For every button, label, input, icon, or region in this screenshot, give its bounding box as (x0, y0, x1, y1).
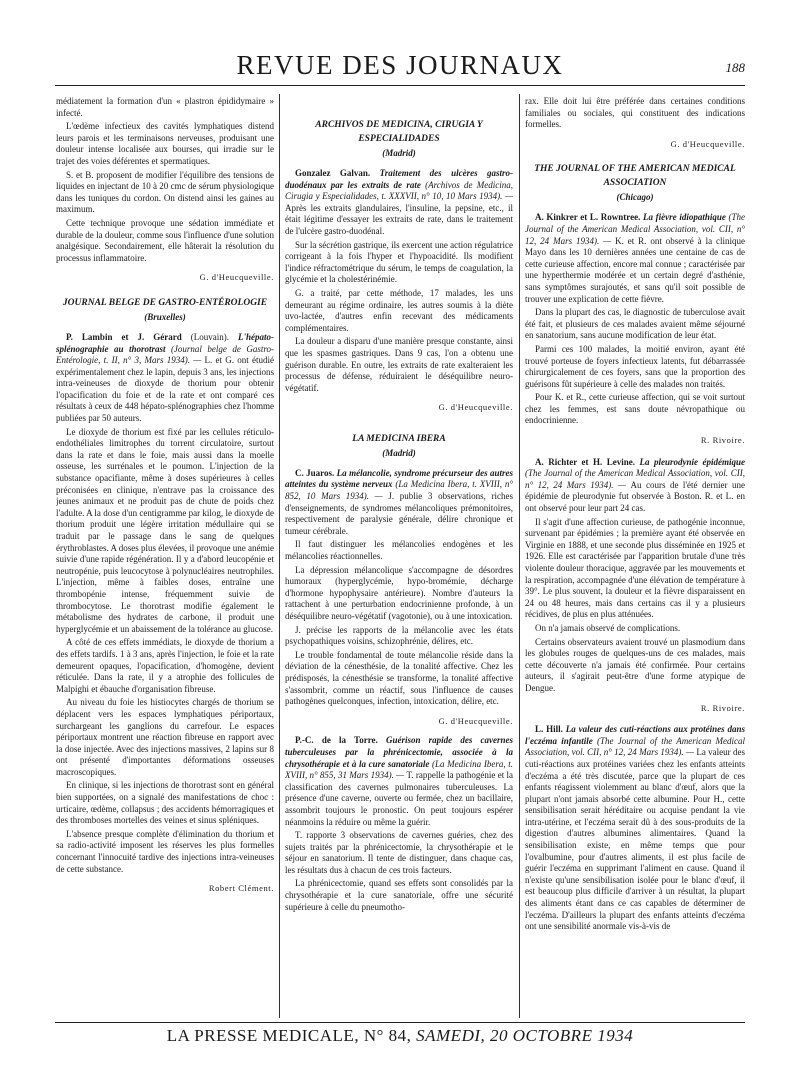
journal-city: (Bruxelles) (144, 311, 186, 322)
header-rule (55, 85, 745, 86)
article-entry (525, 724, 745, 933)
paragraph: Il faut distinguer les mélancolies endogènes et les mélancolies réactionnelles. (285, 539, 513, 562)
paragraph: Le trouble fondamental de toute mélancolie réside dans la déviation de la cénesthésie, de la tonalité affective. Chez les prédisposés, la cénesthésie se transforme, la tonalité affective s'assombrit, comme un réactif, sous l'influence de causes pathogènes quelconques, infection, intoxication, délire, etc. (285, 649, 513, 707)
article-citation: (The Journal of the American Medical Association, vol. CII, n° 12, 24 Mars 1934). — (525, 735, 745, 758)
column-1 (56, 96, 274, 1016)
footer-rule (55, 1022, 745, 1023)
footer-journal: LA PRESSE MEDICALE, N° 84, (166, 1026, 417, 1045)
paragraph: On n'a jamais observé de complications. (535, 622, 681, 633)
paragraph: A côté de ces effets immédiats, le dioxyde de thorium a des effets tardifs. 1 à 3 ans, après l'injection, le foie et la rate demeurent opaques, l'opacification, d'homogène, devient réticulée. Dans la rate, il y a atrophie des follicules de Malpighi et ébauche d'organisation fibreuse. (56, 637, 274, 694)
article-title: La pleurodynie épidémique (635, 456, 745, 467)
paragraph: En clinique, si les injections de thorotrast sont en général bien supportées, on a signalé des manifestations de choc : urticaire, œdème, collapsus ; des accidents hémorragiques et des thromboses mortelles des veines et sinus spléniques. (56, 780, 274, 826)
paragraph: Cette technique provoque une sédation immédiate et durable de la douleur, comme sous l'influence d'une solution analgésique. Secondairement, elle hâterait la résolution du processus inflammatoire. (56, 217, 274, 263)
paragraph: Pour K. et R., cette curieuse affection, qui se voit surtout chez les femmes, est sans doute névropathique ou endocrinienne. (525, 392, 745, 426)
article-citation: (Archivos de Medicina, Cirugia y Especialidades, t. XXXVII, n° 10, 10 Mars 1934). — (285, 179, 513, 202)
page-header (55, 50, 745, 90)
running-title: REVUE DES JOURNAUX (236, 50, 564, 80)
paragraph: S. et B. proposent de modifier l'équilibre des tensions de liquides en injectant de 10 à 20 cmc de sérum physiologique dans les tuniques du cordon. On distend ainsi les gaines au maximum. (56, 169, 274, 215)
article-affiliation: (Louvain). (181, 331, 238, 342)
paragraph: rax. Elle doit lui être préférée dans certaines conditions familiales ou sociales, qui constituent des indications formelles. (525, 96, 745, 130)
article-title: La fièvre idiopathique (640, 212, 726, 223)
article-authors: A. Kinkrer et L. Rowntree. (535, 212, 641, 223)
article-title: La mélancolie, syndrome précurseur des autres atteintes du système nerveux (285, 467, 513, 490)
article-body: T. rappelle la pathogénie et la classification des cavernes pulmonaires tuberculeuses. La présence d'une caverne, ouverte ou fermée, chez un bacillaire, assombrit toujours le pronostic. On peut toujours espérer néanmoins la réduire ou même la guérir. (285, 770, 513, 827)
article-body: J. publie 3 observations, riches d'enseignements, de syndromes mélancoliques prémonitoires, respectivement de paralysie générale, délire chronique et tumeur cérébrale. (285, 491, 513, 536)
article-title: Guérison rapide des cavernes tuberculeuses par la phrénicectomie, associée à la chrysothérapie et à la cure sanatoriale (285, 735, 513, 769)
article-entry (56, 332, 274, 425)
author-signature: G. d'Heucqueville. (199, 272, 274, 283)
author-signature: R. Rivoire. (700, 702, 745, 713)
paragraph: La douleur a disparu d'une manière presque constante, ainsi que les spasmes gastriques. Dans 9 cas, l'on a obtenu une guérison durable. En outre, les extraits de rate exalteraient les processus de défense, réduiraient le déséquilibre neuro-végétatif. (285, 336, 513, 393)
author-signature: Robert Clément. (208, 883, 274, 894)
article-entry (285, 468, 513, 538)
journal-city: (Madrid) (382, 447, 416, 458)
paragraph: médiatement la formation d'un « plastron épididymaire » infecté. (56, 96, 274, 118)
article-authors: C. Juaros. (295, 467, 335, 478)
article-body: Au cours de l'été dernier une épidémie de pleurodynie fut observée à Boston. R. et L. en ont observé pour leur part 24 cas. (525, 479, 745, 514)
article-citation: (La Medicina Ibera, t. XVIII, n° 852, 10 Mars 1934). — (285, 479, 513, 502)
article-entry (525, 212, 745, 305)
journal-section-heading (525, 162, 745, 204)
article-citation: (The Journal of the American Medical Association, vol. CII, n° 12, 24 Mars 1934). — (525, 468, 745, 490)
column-2 (285, 96, 513, 1016)
author-signature: R. Rivoire. (700, 435, 745, 446)
paragraph: L'absence presque complète d'élimination du thorium et sa radio-activité imposent les réserves les plus formelles concernant l'innocuité tardive des injections intra-veineuses de cette substance. (56, 828, 274, 874)
column-divider-2 (519, 94, 520, 1018)
paragraph: Sur la sécrétion gastrique, ils exercent une action régulatrice corrigeant à la fois l'hyper et l'hypoacidité. Ils modifient l'indice réfractométrique du sérum, le temps de coagulation, la glycémie et la cholestérinémie. (285, 239, 513, 285)
journal-name: JOURNAL BELGE DE GASTRO-ENTÉROLOGIE (62, 297, 268, 308)
article-entry (525, 457, 745, 515)
journal-section-heading (285, 432, 513, 460)
paragraph: G. a traité, par cette méthode, 17 malades, les uns demeurant au régime ordinaire, les autres soumis à la diète uvo-lactée, d'autres enfin recevant des médicaments complémentaires. (285, 287, 513, 333)
column-divider-1 (279, 94, 280, 1018)
paragraph: Dans la plupart des cas, le diagnostic de tuberculose avait été fait, et plusieurs de ces malades avaient même séjourné en sanatorium, sans aucune modification de leur état. (525, 307, 745, 341)
author-signature: G. d'Heucqueville. (438, 715, 513, 726)
paragraph: La dépression mélancolique s'accompagne de désordres humoraux (hyperglycémie, hypo-bromémie, décharge d'hormone hypophysaire antérieure). Nombre d'auteurs la rattachent à une perturbation endocrinienne profonde, à un déséquilibre neuro-végétatif (vagotonie), ou à une intoxication. (285, 564, 513, 621)
article-body: L. et G. ont étudié expérimentalement chez le lapin, depuis 3 ans, les injections intra-veineuses de dioxyde de thorium pour obtenir l'opacification du foie et de la rate et ont comparé ces résultats à ceux de 448 hépato-splénographies chez l'homme publiées par 50 auteurs. (56, 355, 274, 424)
journal-section-heading (56, 296, 274, 324)
paragraph: L'œdème infectieux des cavités lymphatiques distend leurs parois et les terminaisons nerveuses, produisant une douleur intense localisée aux bourses, qui irradie sur le trajet des voies déférentes et spermatiques. (56, 121, 274, 166)
article-authors: A. Richter et H. Levine. (535, 456, 636, 467)
journal-name: THE JOURNAL OF THE AMERICAN MEDICAL ASSOCIATION (534, 164, 736, 189)
paragraph: Certains observateurs avaient trouvé un plasmodium dans les globules rouges de quelques-uns de ces malades, mais cette découverte n'a jamais été confirmée. Pour certains auteurs, il s'agirait peut-être d'une forme atypique de Dengue. (525, 636, 745, 693)
paragraph: Il s'agit d'une affection curieuse, de pathogénie inconnue, survenant par épidémies ; la première ayant été observée en Virginie en 1888, et une seconde plus disséminée en 1925 et 1926. Elle est caractérisée par l'apparition brutale d'une très violente douleur thoracique, aggravée par les mouvements et la respiration, accompagnée d'une élévation de température à 39°. Le plus souvent, la douleur et la fièvre disparaissent en 24 ou 48 heures, mais dans certains cas il y a plusieurs récidives, de plus en plus atténuées. (525, 516, 745, 620)
paragraph: Parmi ces 100 malades, la moitié environ, ayant été trouvé porteuse de foyers infectieux latents, fut débarrassée chirurgicalement de ces foyers, sans que la proportion des guérisons fût supérieure à celle des malades non traités. (525, 343, 745, 389)
author-signature: G. d'Heucqueville. (670, 138, 745, 149)
article-title: L'hépato-splénographie au thorotrast (56, 331, 274, 354)
journal-name: LA MEDICINA IBERA (352, 433, 446, 444)
page-footer (55, 1026, 745, 1046)
article-citation: (Journal belge de Gastro-Entérologie, t. II, n° 3, Mars 1934). — (56, 343, 274, 366)
article-citation: (The Journal of the American Medical Association, vol. CII, n° 12, 24 Mars 1934). — (525, 212, 745, 246)
paragraph: Le dioxyde de thorium est fixé par les cellules réticulo-endothéliales limitrophes du torrent circulatoire, surtout dans la rate et dans le foie, mais aussi dans la moelle osseuse, les surrénales et le poumon. L'injection de la substance opacifiante, même à doses supérieures à celles préconisées en clinique, n'entrave pas la croissance des jeunes animaux et ne produit pas de chute de poids chez l'adulte. A la dose d'un centigramme par kilog, le dioxyde de thorium produit une légère irritation médullaire qui se traduit par le passage dans le sang de quelques érythroblastes. A doses plus élevées, il provoque une anémie suivie d'une rapide régénération. Il y a d'abord leucopénie et neutropénie, puis leucocytose à polynucléaires neutrophiles. L'injection, même à faibles doses, entraîne une thrombopénie intense, fréquemment suivie de thrombocytose. Le thorotrast modifie également le métabolisme des hydrates de carbone, il produit une hyperglycémie et un abaissement de la tolérance au glucose. (56, 426, 274, 634)
journal-city: (Chicago) (616, 192, 654, 203)
paragraph: Au niveau du foie les histiocytes chargés de thorium se déplacent vers les espaces lymphatiques périportaux, surchargeant les ganglions du carrefour. Le espaces périportaux montrent une réaction fibreuse en rapport avec la dose injectée. Avec des injections massives, 2 lapins sur 8 ont présenté d'importantes déformations osseuses macroscopiques. (56, 697, 274, 777)
column-3 (525, 96, 745, 1016)
article-entry (285, 168, 513, 238)
author-signature: G. d'Heucqueville. (438, 402, 513, 413)
article-body: La valeur des cuti-réactions aux protéines variées chez les enfants atteints d'eczéma a été très discutée, parce que la plupart de ces enfants réagissent violemment au blanc d'œuf, alors que la plupart n'ont jamais absorbé cette albumine. Pour H., cette sensibilisation serait héréditaire ou acquise pendant la vie intra-utérine, et l'eczéma serait dû à des sous-produits de la digestion d'autres albumines alimentaires. Quand la sensibilisation existe, en même temps que pour l'ovalbumine, pour d'autres aliments, il est plus facile de guérir l'eczéma en supprimant l'aliment en cause. Quand il n'existe qu'une sensibilisation isolée pour le blanc d'œuf, il est beaucoup plus difficile d'arriver à un résultat, la plupart des aliments étant dans ce cas capables de déterminer de l'eczéma. D'ailleurs la plupart des enfants atteints d'eczéma ont une sensibilité anormale vis-à-vis de (525, 747, 745, 932)
article-authors: P. Lambin et J. Gérard (66, 331, 182, 342)
journal-name: ARCHIVOS DE MEDICINA, CIRUGIA Y ESPECIALIDADES (315, 120, 483, 144)
article-body: K. et R. ont observé à la clinique Mayo dans les 10 dernières années une centaine de cas de cette curieuse affection, encore mal connue ; caractérisée par une hyperthermie modérée et un certain degré d'asthénie, sans symptômes surajoutés, et sans qu'il soit possible de trouver une explication de cette fièvre. (525, 235, 745, 304)
article-citation: (La Medicina Ibera, t. XVIII, n° 855, 31 Mars 1934). — (285, 758, 513, 781)
paragraph: La phrénicectomie, quand ses effets sont consolidés par la chrysothérapie et la cure sanatoriale, offre une sécurité supérieure à celle du pneumotho- (285, 878, 513, 912)
footer-date: SAMEDI, 20 OCTOBRE 1934 (416, 1026, 634, 1045)
article-authors: Gonzalez Galvan. (295, 168, 371, 178)
paragraph: J. précise les rapports de la mélancolie avec les états psychopathiques voisins, schizophrénie, délires, etc. (285, 624, 513, 647)
article-title: La valeur des cuti-réactions aux protéines dans l'eczéma infantile (525, 724, 745, 746)
article-authors: L. Hill. (535, 724, 563, 735)
page-number: 188 (725, 60, 745, 75)
paragraph: T. rapporte 3 observations de cavernes guéries, chez des sujets traités par la phrénicectomie, la chrysothérapie et le séjour en sanatorium. Il tente de distinguer, dans chaque cas, les résultats dus à chacun de ces trois facteurs. (285, 830, 513, 875)
journal-section-heading (285, 118, 513, 160)
article-title: Traitement des ulcères gastro-duodénaux par les extraits de rate (285, 168, 513, 190)
article-entry (285, 735, 513, 828)
journal-city: (Madrid) (382, 148, 416, 158)
article-authors: P.-C. de la Torre. (295, 735, 378, 746)
article-body: Après les extraits glandulaires, l'insuline, la pepsine, etc., il était légitime d'essayer les extraits de rate, dans le traitement de l'ulcère gastro-duodénal. (285, 202, 513, 236)
